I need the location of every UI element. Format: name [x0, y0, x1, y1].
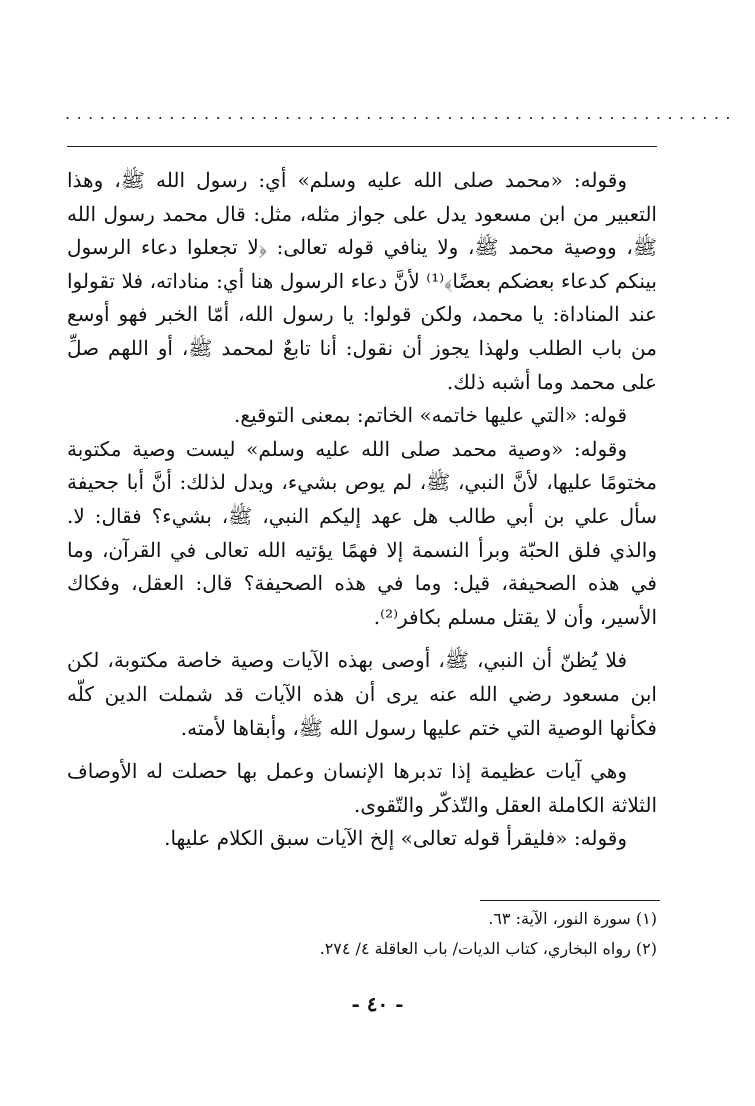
- paragraph: وقوله: «محمد صلى الله عليه وسلم» أي: رسول الله ﷺ، وهذا التعبير من ابن مسعود يدل على جواز مثله، مثل: قال محمد رسول الله ﷺ، ووصية محمد ﷺ، ولا ينافي قوله تعالى: ﴿لا تجعلوا دعاء الرسول بينكم كدعاء بعضكم بعضًا﴾⁽¹⁾ لأنَّ دعاء الرسول هنا أي: مناداته، فلا تقولوا عند المناداة: يا محمد، ولكن قولوا: يا رسول الله، أمّا الخبر فهو أوسع من باب الطلب ولهذا يجوز أن نقول: أنا تابعٌ لمحمد ﷺ، أو اللهم صلِّ على محمد وما أشبه ذلك.: [67, 168, 657, 394]
- paragraph: وهي آيات عظيمة إذا تدبرها الإنسان وعمل بها حصلت له الأوصاف الثلاثة الكاملة العقل والتّذكّر والتّقوى.: [67, 759, 657, 817]
- paragraph: قوله: «التي عليها خاتمه» الخاتم: بمعنى التوقيع.: [234, 403, 627, 428]
- header-dots: ..........................................................: [65, 104, 737, 123]
- body-text: [67, 164, 657, 856]
- page-number: - ٤٠ -: [351, 992, 404, 1016]
- paragraph: وقوله: «فليقرأ قوله تعالى» إلخ الآيات سبق الكلام عليها.: [164, 826, 627, 851]
- paragraph: فلا يُظنّ أن النبي، ﷺ، أوصى بهذه الآيات وصية خاصة مكتوبة، لكن ابن مسعود رضي الله عنه يرى أن هذه الآيات قد شملت الدين كلّه فكأنها الوصية التي ختم عليها رسول الله ﷺ، وأبقاها لأمته.: [67, 648, 657, 740]
- footnotes: [67, 904, 657, 964]
- paragraph: وقوله: «وصية محمد صلى الله عليه وسلم» ليست وصية مكتوبة مختومًا عليها، لأنَّ النبي، ﷺ، لم يوص بشيء، ويدل لذلك: أنَّ أبا جحيفة سأل علي بن أبي طالب هل عهد إليكم النبي، ﷺ، بشيء؟ فقال: لا. والذي فلق الحبّة وبرأ النسمة إلا فهمًا يؤتيه الله تعالى في القرآن، وما في هذه الصحيفة، قيل: وما في هذه الصحيفة؟ قال: العقل، وفكاك الأسير، وأن لا يقتل مسلم بكافر⁽²⁾.: [67, 436, 657, 629]
- footnote: (١) سورة النور، الآية: ٦٣.: [488, 909, 657, 928]
- footnote: (٢) رواه البخاري، كتاب الديات/ باب العاقلة ٤/ ٢٧٤.: [319, 939, 657, 958]
- header-rule: [67, 146, 657, 147]
- footnote-rule: [480, 900, 660, 901]
